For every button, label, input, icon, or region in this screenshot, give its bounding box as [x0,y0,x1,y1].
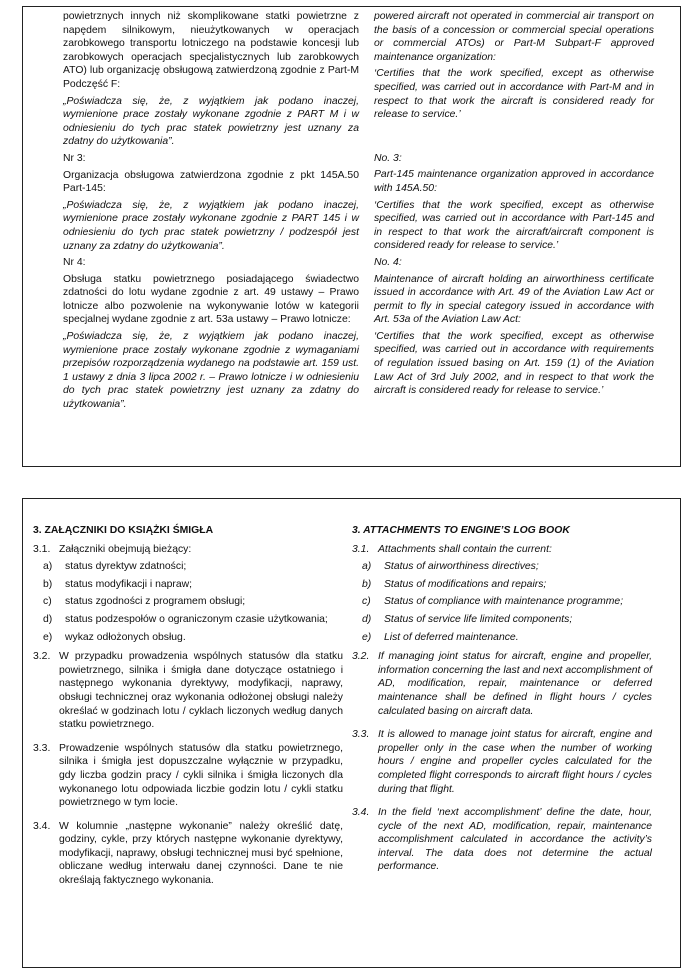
list-marker: d) [43,613,53,625]
section-heading: 3. ZAŁĄCZNIKI DO KSIĄŻKI ŚMIGŁA [33,525,214,536]
list-item-text: Status of service life limited components; [384,613,573,625]
certification-statement: „Poświadcza się, że, z wyjątkiem jak podano inaczej, wymienione prace zostały wykonane zgodnie z PART M i w odniesieniu do tych prac statek powietrzny jest uznany za zdatny do użytkowania”. [63,95,359,148]
polish-column [63,10,359,412]
item-number-label: No. 4: [374,256,402,268]
list-item [33,613,343,627]
item-description: Part-145 maintenance organization approved in accordance with 145A.50: [374,169,654,194]
subsection-3-4 [33,820,343,888]
subsection-text: Załączniki obejmują bieżący: [59,543,192,555]
subsection-3-2 [352,650,652,718]
list-item [352,560,652,574]
list-item [352,631,652,645]
top-section-frame [22,6,681,467]
subsection-text: W przypadku prowadzenia wspólnych statusów dla statku powietrznego, silnika i śmigła dane dotyczące ostatniego i następnego wykonania dyrektywy, modyfikacji, naprawy, obsługi technicznej oraz wykonania odłożonej obsługi należy określać w godzinach lotu / cyklach liczonych według danych statku powietrznego. [59,651,343,731]
list-item-text: Status of compliance with maintenance programme; [384,596,624,608]
subsection-3-1 [33,543,343,557]
intro-paragraph: powered aircraft not operated in commercial air transport on the basis of a concession or commercial special operations or commercial ATOs) or Part-M Subpart-F approved maintenance organization: [374,11,654,63]
list-marker: c) [362,596,371,608]
list-item [352,613,652,627]
list-marker: c) [43,596,52,608]
list-item-text: status podzespołów o ograniczonym czasie użytkowania; [65,613,328,625]
subsection-3-2 [33,650,343,732]
subsection-text: Prowadzenie wspólnych statusów dla statku powietrznego, silnika i śmigła jest dopuszczalne wyłącznie w przypadku, gdy liczba godzin pracy / cykli silnika i śmigła liczonych dla wykonanego lotu odpowiada liczbie godzin lotu / cykli statku powietrznego w tym locie. [59,742,343,809]
list-marker: e) [43,631,53,643]
list-marker: b) [43,578,53,590]
english-column [352,524,652,874]
subsection-number: 3.4. [33,820,51,832]
item-description: Organizacja obsługowa zatwierdzona zgodnie z pkt 145A.50 Part-145: [63,169,359,195]
subsection-text: In the field ‘next accomplishment’ define the date, hour, cycle of the next AD, modification, repair, maintenance accomplishment calculated in accordance the activity’s interval. The data does not determine the actual performance. [378,807,652,873]
list-item-text: wykaz odłożonych obsług. [65,631,186,643]
list-item-text: List of deferred maintenance. [384,631,519,643]
certification-statement: „Poświadcza się, że, z wyjątkiem jak podano inaczej, wymienione prace zostały wykonane zgodnie z PART 145 i w odniesieniu do tych prac statek powietrzny / podzespół jest uznany za zdatny do użytkowania”. [63,199,359,252]
subsection-3-1 [352,543,652,557]
subsection-3-3 [33,742,343,810]
intro-paragraph: powietrznych innych niż skomplikowane statki powietrzne z napędem silnikowym, nieużytkowanych w operacjach zarobkowego transportu lotniczego na podstawie koncesji lub zarobkowych operacjach specjalistycznych lub zarobkowych ATO) lub organizację obsługową zatwierdzoną zgodnie z Part-M Podczęść F: [63,11,359,90]
subsection-number: 3.2. [352,651,370,663]
list-item-text: Status of modifications and repairs; [384,578,547,590]
subsection-3-3 [352,728,652,796]
polish-column [33,524,343,888]
list-item [352,595,652,609]
subsection-number: 3.1. [33,543,51,555]
list-item [352,578,652,592]
subsection-number: 3.3. [352,729,370,741]
list-item [33,631,343,645]
item-number-label: No. 3: [374,152,402,164]
certification-statement: ‘Certifies that the work specified, except as otherwise specified, was carried out in accordance with requirements of regulation issued basing on Art. 159 (1) of the Aviation Law Act of 3rd July 2002, and in respect to that work the aircraft is considered ready for release to service.’ [374,330,654,397]
list-marker: b) [362,578,372,590]
item-description: Maintenance of aircraft holding an airworthiness certificate issued in accordance with Art. 49 of the Aviation Law Act or permit to fly in special category issued in accordance with Art. 53a of the Aviation Law Act: [374,273,654,326]
list-item-text: status zgodności z programem obsługi; [65,596,246,608]
list-marker: a) [43,561,53,573]
item-number-label: Nr 4: [63,257,86,269]
subsection-3-4 [352,806,652,874]
list-item [33,560,343,574]
list-item-text: status dyrektyw zdatności; [65,561,187,573]
certification-statement: ‘Certifies that the work specified, except as otherwise specified, was carried out in accordance with Part-M and in respect to that work the aircraft is considered ready for release to service.’ [374,68,654,121]
certification-statement: ‘Certifies that the work specified, except as otherwise specified, was carried out in accordance with Part-145 and in respect to that work the aircraft/aircraft component is considered ready for release to service.’ [374,199,654,252]
subsection-number: 3.3. [33,742,51,754]
english-column [374,10,654,398]
section-heading: 3. ATTACHMENTS TO ENGINE’S LOG BOOK [352,525,570,536]
list-marker: e) [362,631,372,643]
list-item [33,578,343,592]
subsection-number: 3.1. [352,543,370,555]
subsection-text: It is allowed to manage joint status for aircraft, engine and propeller only in the case when the number of working hours / engine and propeller cycles calculated for the completed flight corresponds to aircraft flight hours / cycles during that flight. [378,729,652,795]
subsection-text: If managing joint status for aircraft, engine and propeller, information concerning the last and next accomplishment of AD, modification, repair, maintenance or deferred maintenance shall be defined in flight hours / cycles calculated basing on aircraft data. [378,651,652,717]
item-description: Obsługa statku powietrznego posiadającego świadectwo zdatności do lotu wydane zgodnie z art. 49 ustawy – Prawo lotnicze albo pozwolenie na wykonywanie lotów w kategorii specjalnej wydane zgodnie z art. 53a ustawy – Prawo lotnicze: [63,273,359,326]
subsection-text: W kolumnie „następne wykonanie” należy określić datę, godziny, cykle, przy których następne wykonanie dyrektywy, modyfikacji, naprawy, obsługi technicznej musi być spełnione, obliczane według interwału danej czynności. Dane te nie określają faktycznego wykonania. [59,820,343,887]
subsection-number: 3.2. [33,651,51,663]
list-item-text: status modyfikacji i napraw; [65,578,193,590]
attachments-section-frame [22,498,681,968]
subsection-text: Attachments shall contain the current: [378,543,552,555]
item-number-label: Nr 3: [63,152,86,164]
list-item [33,595,343,609]
subsection-number: 3.4. [352,807,370,819]
list-marker: a) [362,561,372,573]
list-item-text: Status of airworthiness directives; [384,561,539,573]
certification-statement: „Poświadcza się, że, z wyjątkiem jak podano inaczej, wymienione prace zostały wykonane zgodnie z wymaganiami przepisów rozporządzenia wydanego na podstawie art. 159 ust. 1 ustawy z dnia 3 lipca 2002 r. – Prawo lotnicze i w odniesieniu do tych prac statek powietrzny jest uznany za zdatny do użytkowania”. [63,331,359,411]
list-marker: d) [362,613,372,625]
